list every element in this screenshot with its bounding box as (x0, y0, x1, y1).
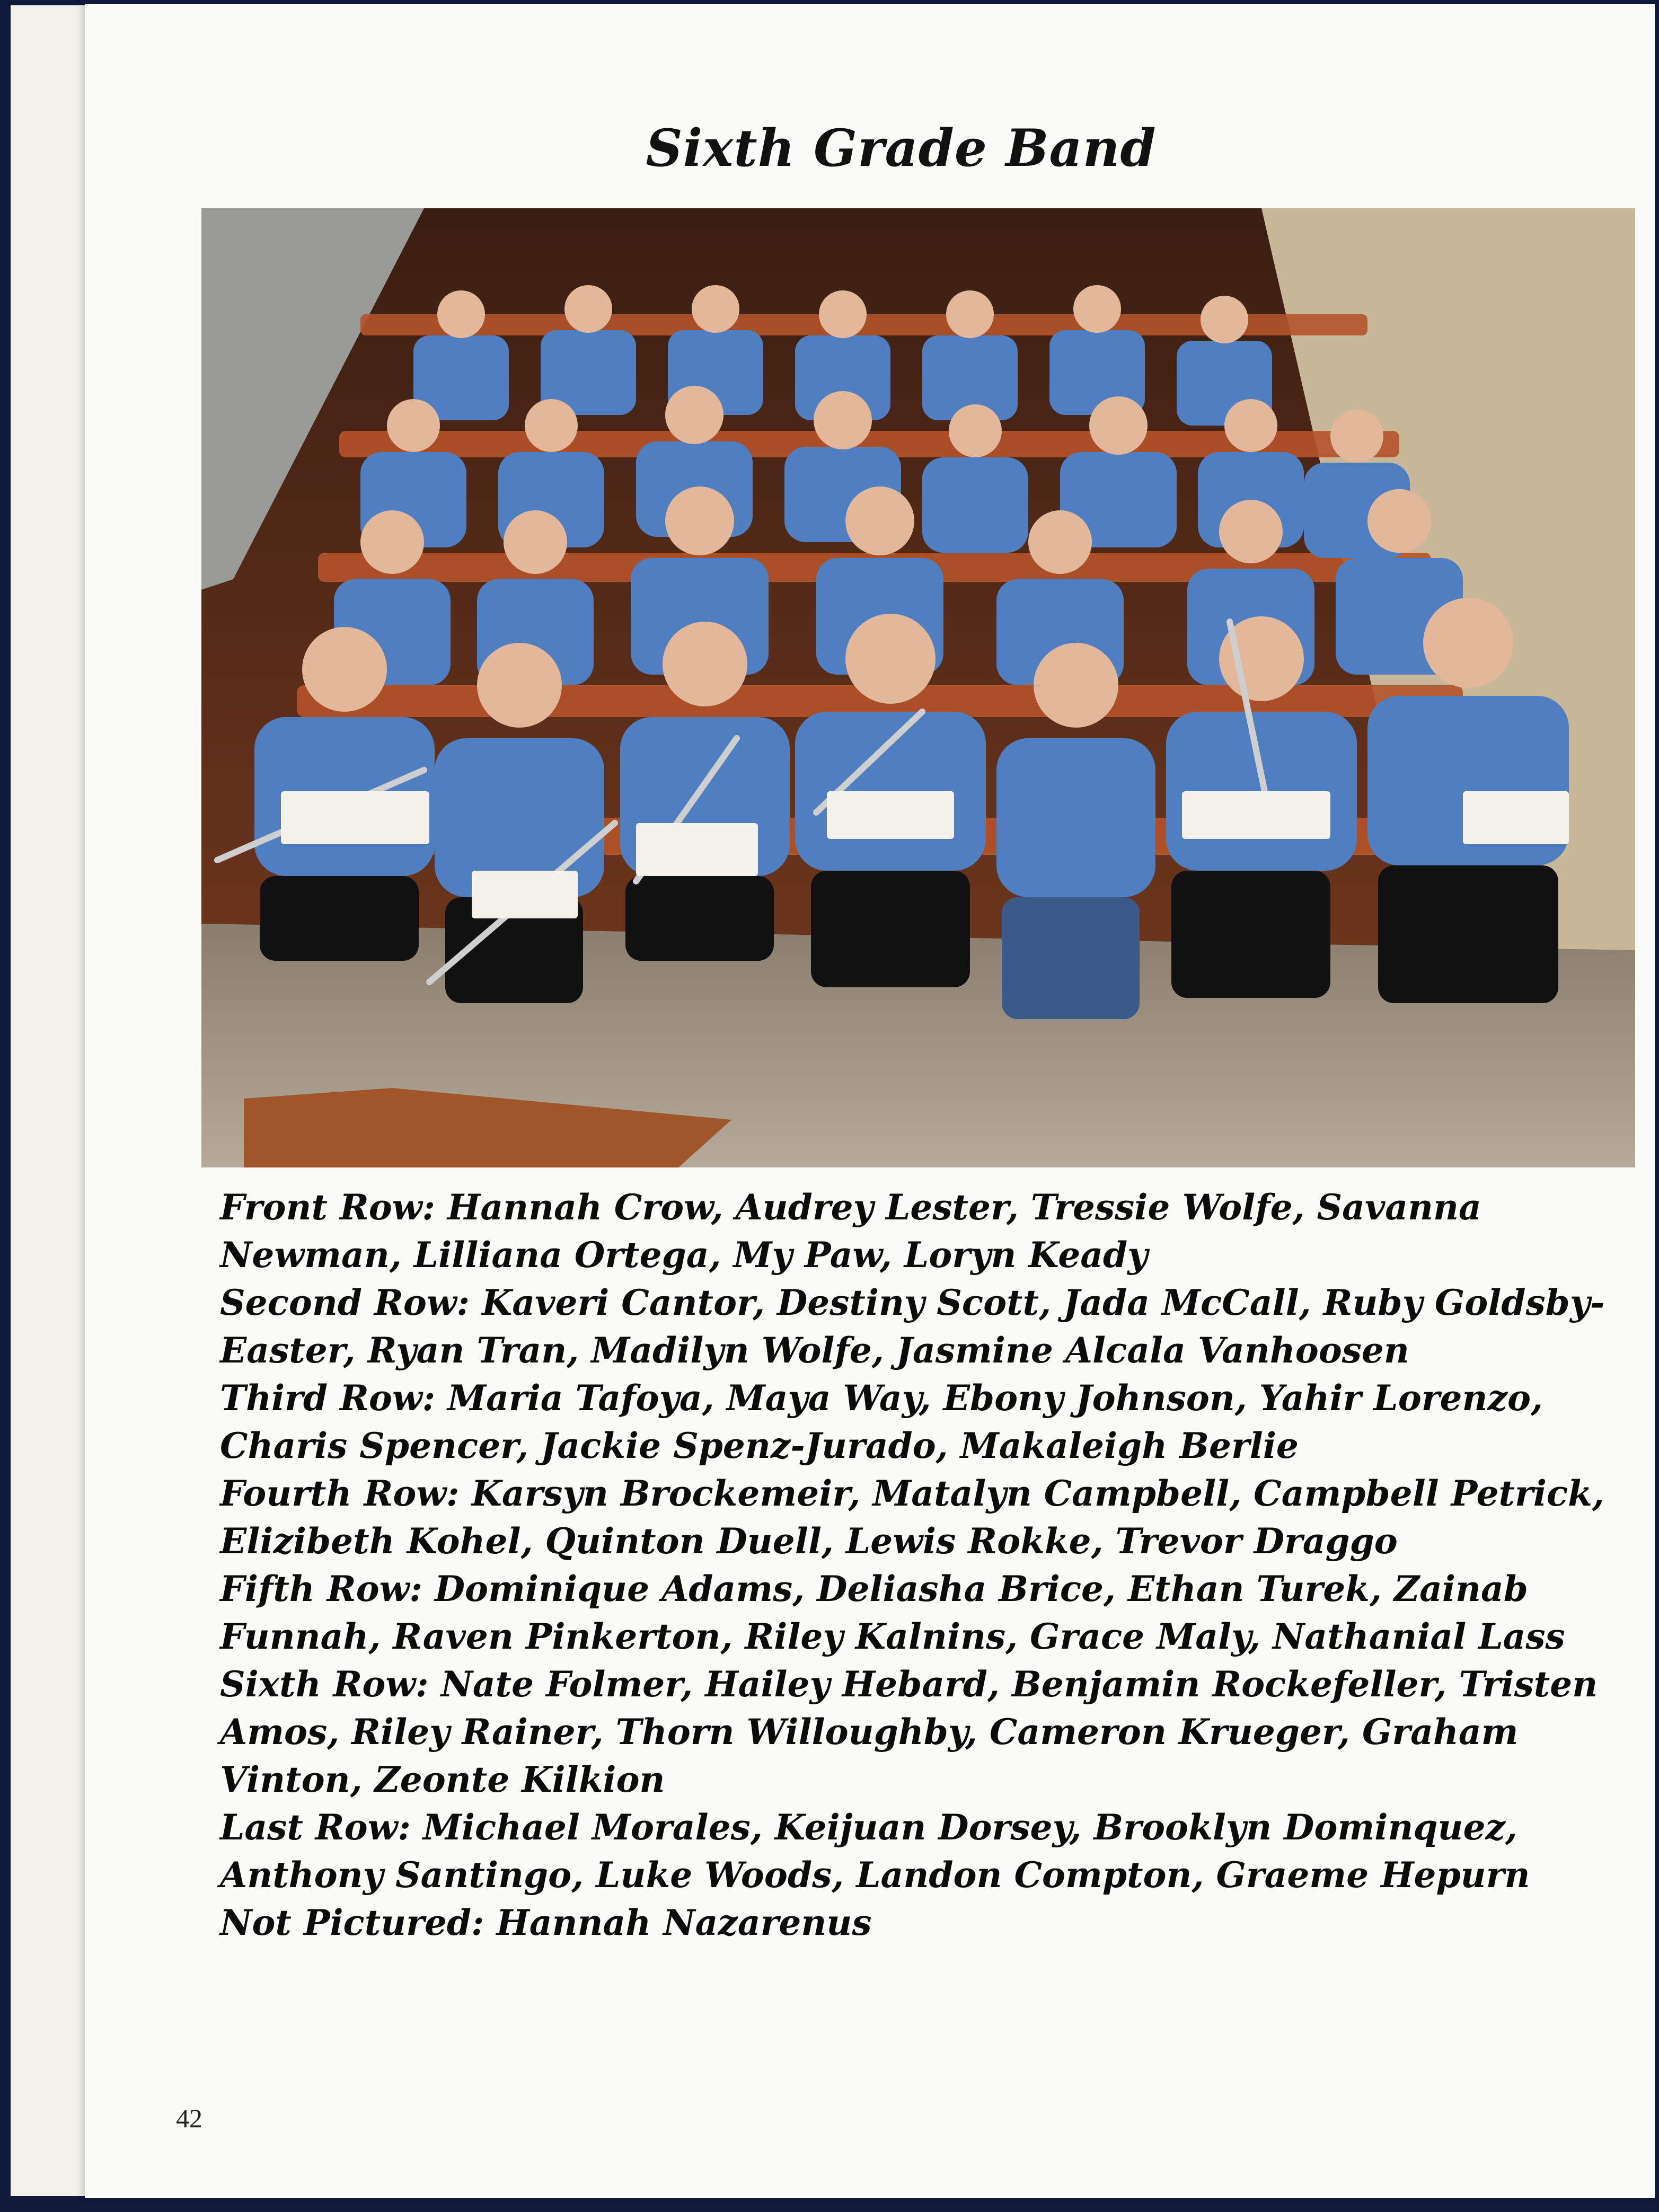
row-names: Maria Tafoya, Maya Way, Ebony Johnson, Yahir Lorenzo, Charis Spencer, Jackie Spenz-Jurado, Makaleigh Berlie (220, 1377, 1543, 1466)
row-names: Hannah Crow, Audrey Lester, Tressie Wolfe, Savanna Newman, Lilliana Ortega, My Paw, Loryn Keady (220, 1187, 1481, 1276)
band-photo-illustration (201, 208, 1635, 1167)
row-label: Second Row: (220, 1282, 470, 1323)
row-names: Nate Folmer, Hailey Hebard, Benjamin Rockefeller, Tristen Amos, Riley Rainer, Thorn Willoughby, Cameron Krueger, Graham Vinton, Zeonte Kilkion (220, 1664, 1598, 1800)
row-names: Kaveri Cantor, Destiny Scott, Jada McCall, Ruby Goldsby-Easter, Ryan Tran, Madilyn Wolfe, Jasmine Alcala Vanhoosen (220, 1282, 1605, 1371)
row-names: Michael Morales, Keijuan Dorsey, Brooklyn Dominquez, Anthony Santingo, Luke Woods, Landon Compton, Graeme Hepurn (220, 1807, 1530, 1896)
roster-fourth-row (220, 1470, 1619, 1565)
roster-second-row (220, 1279, 1619, 1374)
row-label: Sixth Row: (220, 1664, 429, 1705)
roster-last-row (220, 1803, 1619, 1899)
row-label: Third Row: (220, 1377, 436, 1419)
page-title: Sixth Grade Band (646, 118, 1157, 178)
row-names: Karsyn Brockemeir, Matalyn Campbell, Campbell Petrick, Elizibeth Kohel, Quinton Duell, Lewis Rokke, Trevor Draggo (220, 1473, 1604, 1562)
row-label: Not Pictured: (220, 1902, 484, 1943)
row-names: Dominique Adams, Deliasha Brice, Ethan Turek, Zainab Funnah, Raven Pinkerton, Riley Kalnins, Grace Maly, Nathanial Lass (220, 1568, 1565, 1657)
roster-front-row (220, 1183, 1619, 1279)
row-label: Last Row: (220, 1807, 411, 1848)
page-edge (58, 5, 86, 2196)
page-number: 42 (176, 2103, 202, 2133)
roster-fifth-row (220, 1565, 1619, 1660)
row-names: Hannah Nazarenus (496, 1902, 872, 1943)
row-label: Fifth Row: (220, 1568, 422, 1609)
row-label: Front Row: (220, 1187, 435, 1228)
roster-sixth-row (220, 1660, 1619, 1803)
roster-not-pictured (220, 1899, 1619, 1946)
yearbook-page (85, 4, 1655, 2198)
band-photo (201, 208, 1635, 1167)
caption (220, 1183, 1619, 1946)
roster-third-row (220, 1374, 1619, 1470)
row-label: Fourth Row: (220, 1473, 460, 1514)
